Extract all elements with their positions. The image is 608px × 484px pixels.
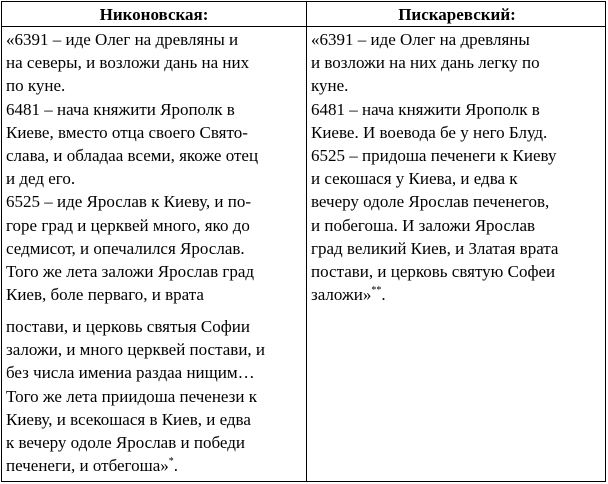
piskarev-text bbox=[311, 28, 605, 306]
column-divider bbox=[306, 2, 307, 481]
last-line-tail: . bbox=[173, 456, 178, 476]
text-line: и побегоша. И заложи Ярослав bbox=[311, 215, 536, 235]
footnote-mark: ** bbox=[371, 285, 382, 297]
text-line: Киев, боле перваго, и врата bbox=[6, 285, 204, 305]
text-line: 6481 – нача княжити Ярополк в bbox=[311, 99, 540, 119]
text-line: 6525 – придоша печенеги к Киеву bbox=[311, 145, 557, 165]
text-line: слава, и обладаа всеми, якоже отец bbox=[6, 145, 259, 165]
nikon-text-top bbox=[6, 28, 304, 306]
last-line-tail: . bbox=[381, 285, 386, 305]
text-line: заложи, и много церквей постави, и bbox=[6, 340, 266, 360]
text-line: Киеве, вместо отца своего Свято- bbox=[6, 122, 248, 142]
text-line: куне. bbox=[311, 76, 349, 96]
comparison-table bbox=[1, 1, 606, 482]
text-line: Того же лета заложи Ярослав град bbox=[6, 261, 255, 281]
text-line-last bbox=[6, 454, 304, 477]
last-line-text: печенеги, и отбегоша» bbox=[6, 456, 169, 476]
text-line: «6391 – иде Олег на древляны bbox=[311, 30, 530, 49]
text-line: и возложи на них дань легку по bbox=[311, 53, 540, 73]
text-line: без числа имениа раздаа нищим… bbox=[6, 363, 255, 383]
text-line: постави, и церковь святыя Софии bbox=[6, 317, 250, 336]
text-line: седмисот, и опечалился Ярослав. bbox=[6, 238, 245, 258]
text-line: вечеру одоле Ярослав печенегов, bbox=[311, 192, 550, 212]
text-line: по куне. bbox=[6, 76, 66, 96]
text-line: Того же лета приидоша печенези к bbox=[6, 386, 257, 406]
text-line: к вечеру одоле Ярослав и победи bbox=[6, 432, 245, 452]
text-line: и дед его. bbox=[6, 169, 76, 189]
text-line: 6525 – иде Ярослав к Киеву, и по- bbox=[6, 192, 251, 212]
header-nikon: Никоновская: bbox=[99, 5, 209, 24]
text-line-last bbox=[311, 283, 605, 306]
nikon-text-bottom bbox=[6, 315, 304, 477]
header-divider bbox=[2, 26, 605, 27]
text-line: «6391 – иде Олег на древляны и bbox=[6, 30, 239, 49]
text-line: и секошася у Киева, и едва к bbox=[311, 169, 518, 189]
footnote-mark: * bbox=[168, 456, 174, 468]
text-line: град великий Киев, и Златая врата bbox=[311, 238, 559, 258]
text-line: Киеве. И воевода бе у него Блуд. bbox=[311, 122, 548, 142]
header-piskarev: Пискаревский: bbox=[398, 5, 516, 24]
text-line: 6481 – нача княжити Ярополк в bbox=[6, 99, 235, 119]
text-line: постави, и церковь святую Софеи bbox=[311, 261, 556, 281]
text-line: Киеву, и всекошася в Киев, и едва bbox=[6, 409, 251, 429]
last-line-text: заложи» bbox=[311, 285, 372, 305]
text-line: горе град и церквей много, яко до bbox=[6, 215, 250, 235]
text-line: на северы, и возложи дань на них bbox=[6, 53, 250, 73]
